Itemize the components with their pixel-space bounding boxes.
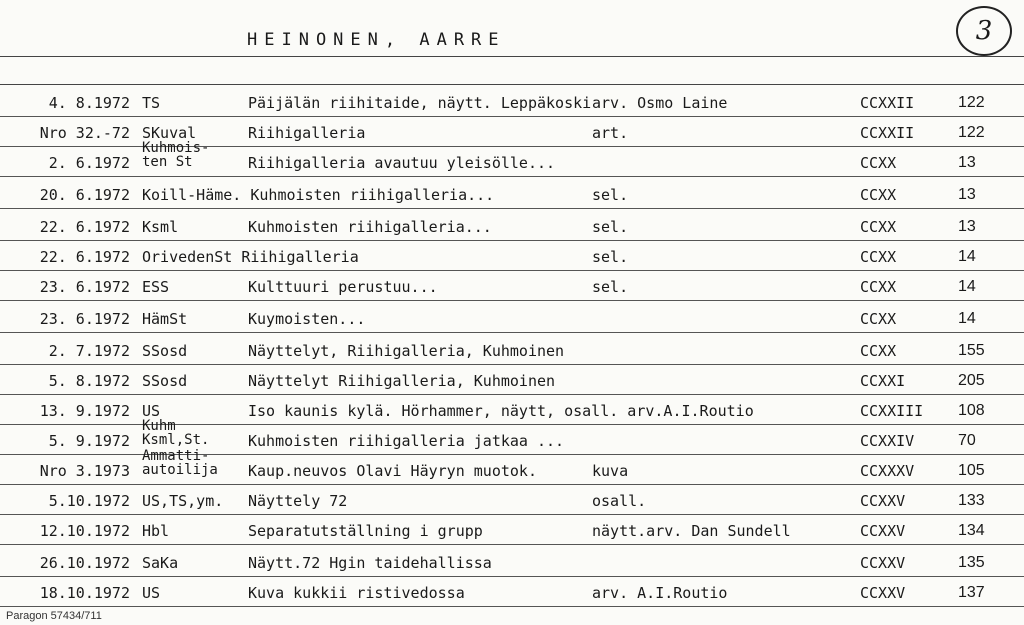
table-row — [0, 514, 1024, 545]
note-cell: sel. — [592, 186, 629, 204]
page-cell: 122 — [958, 124, 985, 141]
table-row — [0, 240, 1024, 271]
volume-cell: CCXX — [860, 186, 897, 204]
source-cell: Kuhmois- ten St — [142, 140, 210, 170]
note-cell: osall. — [592, 492, 647, 510]
volume-cell: CCXXII — [860, 94, 915, 112]
text-cell: Riihigalleria — [248, 124, 366, 142]
text-cell: Päijälän riihitaide, näytt. Leppäkoski — [248, 94, 592, 112]
date-cell: 13. 9.1972 — [39, 402, 130, 420]
volume-cell: CCXX — [860, 248, 897, 266]
note-cell: arv. A.I.Routio — [592, 584, 728, 602]
source-cell: US,TS,ym. — [142, 492, 224, 510]
page-cell: 14 — [958, 248, 976, 265]
volume-cell: CCXX — [860, 218, 897, 236]
table-row — [0, 364, 1024, 395]
text-cell: Iso kaunis kylä. Hörhammer, näytt, osall. arv.A.I.Routio — [248, 402, 754, 420]
table-row — [0, 448, 1024, 485]
table-row — [0, 86, 1024, 117]
table-row — [0, 484, 1024, 515]
source-cell: ESS — [142, 278, 170, 296]
text-cell: Kuhmoisten riihigalleria jatkaa ... — [248, 432, 565, 450]
date-cell: 4. 8.1972 — [48, 94, 130, 112]
page-cell: 108 — [958, 402, 985, 419]
text-cell: Näyttely 72 — [248, 492, 348, 510]
top-rule — [0, 56, 1024, 57]
source-cell: Ammatti- autoilija — [142, 448, 218, 478]
page-cell: 13 — [958, 154, 976, 171]
note-cell: sel. — [592, 218, 629, 236]
note-cell: sel. — [592, 278, 629, 296]
page-cell: 13 — [958, 218, 976, 235]
volume-cell: CCXX — [860, 154, 897, 172]
source-cell: SaKa — [142, 554, 179, 572]
page-cell: 105 — [958, 462, 985, 479]
volume-cell: CCXXXV — [860, 462, 915, 480]
date-cell: 23. 6.1972 — [39, 310, 130, 328]
source-cell: Hbl — [142, 522, 170, 540]
text-cell: Näytt.72 Hgin taidehallissa — [248, 554, 492, 572]
source-cell: SSosd — [142, 372, 188, 390]
date-cell: 18.10.1972 — [39, 584, 130, 602]
date-cell: 22. 6.1972 — [39, 218, 130, 236]
note-cell: kuva — [592, 462, 629, 480]
page-cell: 133 — [958, 492, 985, 509]
second-rule — [0, 84, 1024, 85]
page-cell: 70 — [958, 432, 976, 449]
date-cell: 2. 6.1972 — [48, 154, 130, 172]
source-cell: SKuval — [142, 124, 197, 142]
note-cell: art. — [592, 124, 629, 142]
note-cell: näytt.arv. Dan Sundell — [592, 522, 791, 540]
date-cell: 5. 9.1972 — [48, 432, 130, 450]
card-title: HEINONEN, AARRE — [247, 30, 506, 50]
text-cell: Riihigalleria avautuu yleisölle... — [248, 154, 556, 172]
text-cell: Näyttelyt Riihigalleria, Kuhmoinen — [248, 372, 556, 390]
source-cell: Koill-Häme. Kuhmoisten riihigalleria... — [142, 186, 495, 204]
note-cell: arv. Osmo Laine — [592, 94, 728, 112]
table-row — [0, 334, 1024, 365]
date-cell: 5.10.1972 — [48, 492, 130, 510]
date-cell: 22. 6.1972 — [39, 248, 130, 266]
source-cell: US — [142, 584, 161, 602]
text-cell: Kuymoisten... — [248, 310, 366, 328]
volume-cell: CCXX — [860, 342, 897, 360]
table-row — [0, 576, 1024, 607]
table-row — [0, 140, 1024, 177]
note-cell: sel. — [592, 248, 629, 266]
table-row — [0, 178, 1024, 209]
date-cell: 5. 8.1972 — [48, 372, 130, 390]
page-cell: 14 — [958, 278, 976, 295]
date-cell: 20. 6.1972 — [39, 186, 130, 204]
source-cell: US — [142, 402, 161, 420]
date-cell: 26.10.1972 — [39, 554, 130, 572]
date-cell: 23. 6.1972 — [39, 278, 130, 296]
page-cell: 122 — [958, 94, 985, 111]
date-cell: Nro 32.-72 — [39, 124, 130, 142]
volume-cell: CCXX — [860, 278, 897, 296]
text-cell: Separatutställning i grupp — [248, 522, 483, 540]
text-cell: Kulttuuri perustuu... — [248, 278, 438, 296]
volume-cell: CCXXI — [860, 372, 906, 390]
text-cell: Kuhmoisten riihigalleria... — [248, 218, 492, 236]
source-cell: Kuhm Ksml,St. — [142, 418, 210, 448]
footer-print: Paragon 57434/711 — [6, 610, 102, 622]
source-cell: HämSt — [142, 310, 188, 328]
volume-cell: CCXXV — [860, 584, 906, 602]
volume-cell: CCXXII — [860, 124, 915, 142]
circled-number: 3 — [956, 6, 1012, 56]
volume-cell: CCXX — [860, 310, 897, 328]
source-cell: TS — [142, 94, 161, 112]
source-cell: OrivedenSt Riihigalleria — [142, 248, 359, 266]
text-cell: Näyttelyt, Riihigalleria, Kuhmoinen — [248, 342, 565, 360]
table-row — [0, 546, 1024, 577]
table-row — [0, 210, 1024, 241]
page-cell: 155 — [958, 342, 985, 359]
volume-cell: CCXXIV — [860, 432, 915, 450]
source-cell: SSosd — [142, 342, 188, 360]
source-cell: Ksml — [142, 218, 179, 236]
volume-cell: CCXXV — [860, 492, 906, 510]
text-cell: Kaup.neuvos Olavi Häyryn muotok. — [248, 462, 537, 480]
table-row — [0, 270, 1024, 301]
page-cell: 205 — [958, 372, 985, 389]
date-cell: 12.10.1972 — [39, 522, 130, 540]
volume-cell: CCXXV — [860, 522, 906, 540]
page-cell: 137 — [958, 584, 985, 601]
date-cell: 2. 7.1972 — [48, 342, 130, 360]
volume-cell: CCXXV — [860, 554, 906, 572]
page-cell: 135 — [958, 554, 985, 571]
date-cell: Nro 3.1973 — [39, 462, 130, 480]
page-cell: 134 — [958, 522, 985, 539]
page-cell: 13 — [958, 186, 976, 203]
volume-cell: CCXXIII — [860, 402, 924, 420]
page-cell: 14 — [958, 310, 976, 327]
text-cell: Kuva kukkii ristivedossa — [248, 584, 465, 602]
table-row — [0, 302, 1024, 333]
